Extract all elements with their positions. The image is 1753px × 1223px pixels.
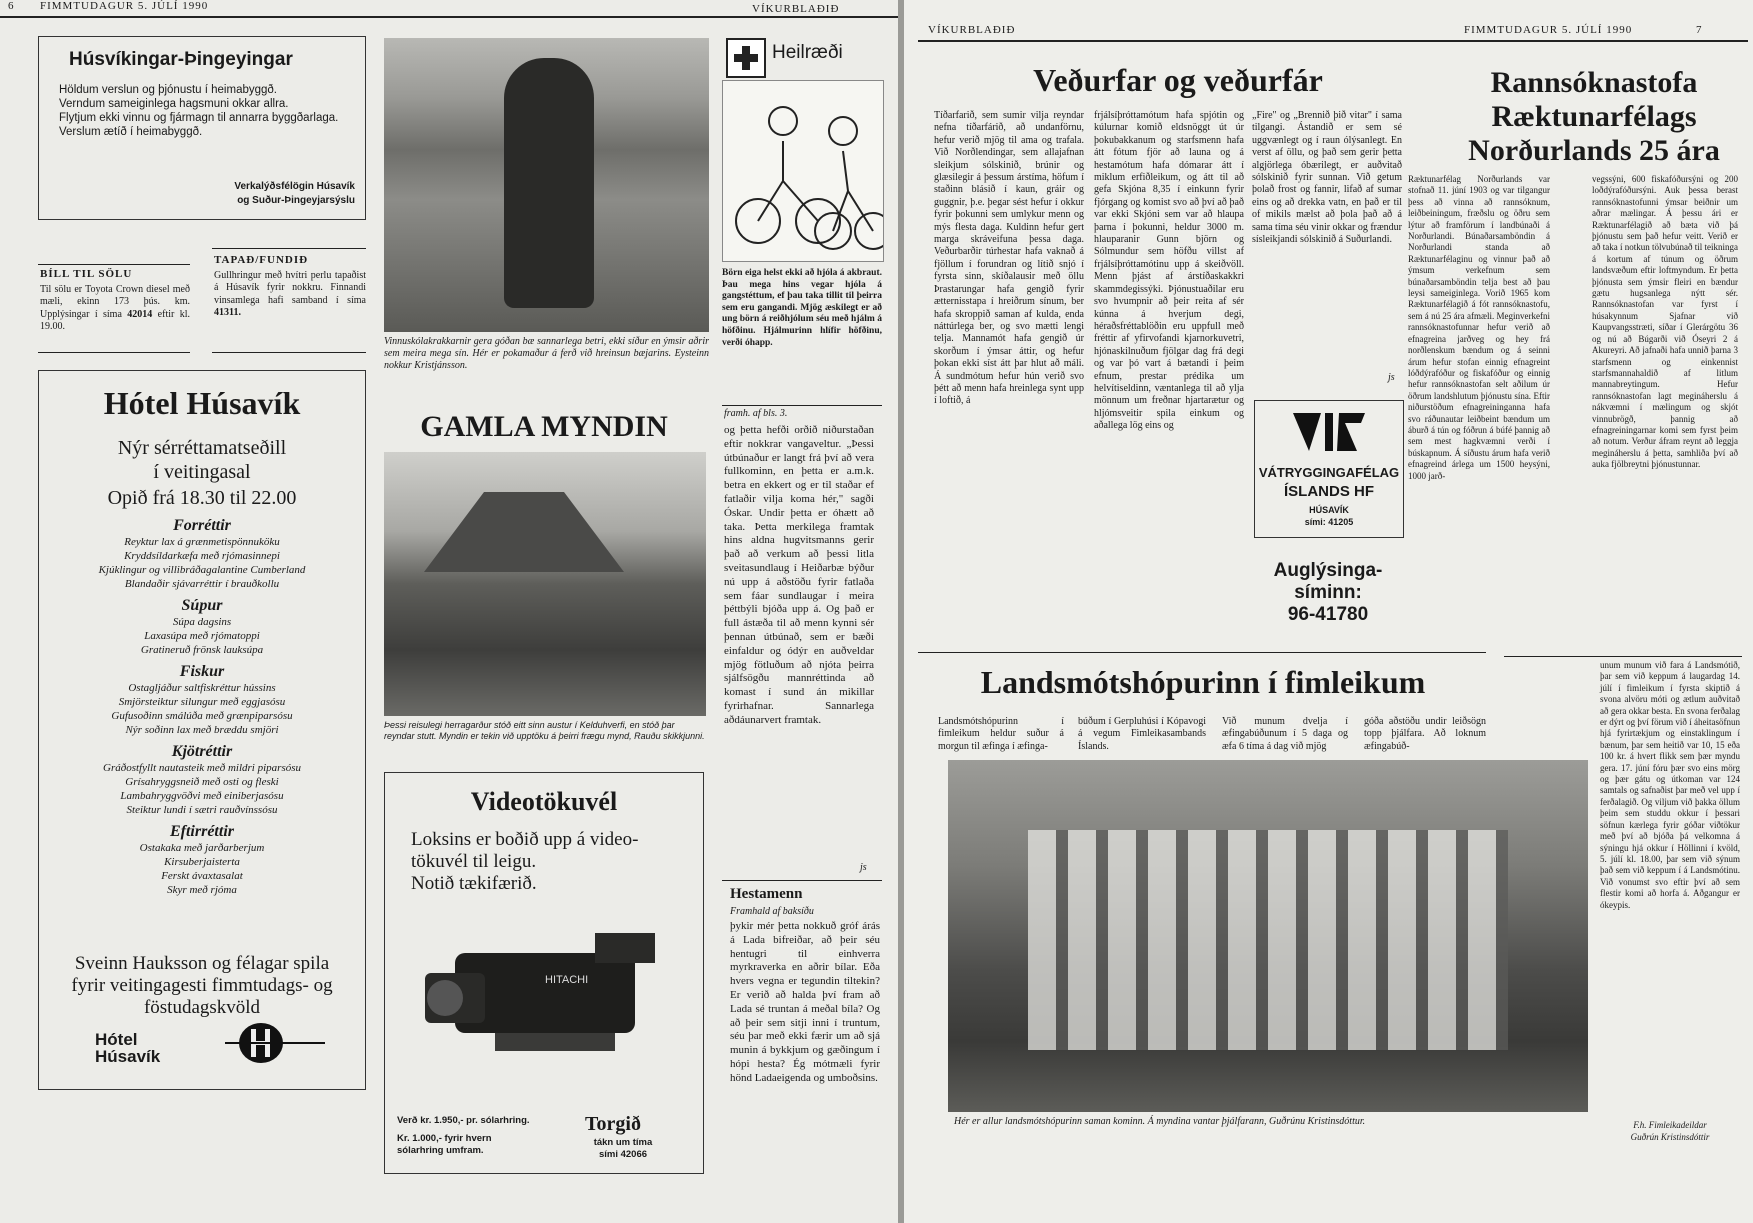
union-ad-title: Húsvíkingar-Þingeyingar [69,49,293,70]
menu-item: Lambahryggvöðvi með einiberjasósu [120,790,284,802]
divider [38,352,190,353]
header-date-left: FIMMTUDAGUR 5. JÚLÍ 1990 [40,0,209,12]
divider [722,405,882,406]
heilraedi-cross-icon [726,38,766,78]
ad-phone-label: Auglýsinga- [1273,560,1383,581]
union-line: Verslum ætíð í heimabyggð. [59,126,203,138]
hotel-logo-text [95,1031,160,1065]
classified-lost-phone: 41311. [214,307,241,319]
menu-item: Gufusoðinn smálúða með grænpiparsósu [111,710,293,722]
menu-item: Nýr soðinn lax með bræddu smjöri [125,724,279,736]
insurance-phone: sími: 41205 [1304,517,1354,527]
hotel-footer: Sveinn Hauksson og félagar spila fyrir veitingagesti fimmtudags- og föstudagskvöld [71,953,333,1018]
menu-item: Smjörsteiktur silungur með eggjasósu [118,696,286,708]
vedur-title: Veðurfar og veðurfár [1033,62,1323,98]
divider [722,880,882,881]
heilraedi-illustration [722,80,884,262]
insurance-ad [1254,400,1404,538]
fimleikar-sign1: F.h. Fimleikadeildar [1633,1120,1707,1130]
classified-car-body [40,284,190,334]
menu-item: Steiktur lundi í sætri rauðvínssósu [126,804,278,816]
hotel-sub1: Nýr sérréttamatseðill [117,437,287,459]
rannsokn-col1: Ræktunarfélag Norðurlands var stofnað 11. júní 1903 og var tilgangur þess að vinna að rannsóknum, leiðbeiningum, fræðslu og öðru sem lýtur að framförum í landbúnaði á Norðurlandi. Búnaðarsamböndin á Norðurlandi standa að Ræktunarfélaginu og vinnur það að ýmsum verkefnum sem búnaðarsamböndin telja best að þau leysi sameiginlega. Vorið 1965 kom Ræktunarfélagið á fót rannsóknastofu, sem á nú 25 ára afmæli. Meginverkefni rannsóknastofunnar hefur verið að efnagreina jarðveg og hey frá norðlenskum bændum og á seinni árum hefur stofan einnig efnagreint lóðdýrafóður og fiskafóður og einnig hefur rannsóknastofan selt aðilum úr öðrum landshlutum þjónustu sína. Eftir niðurstöðum efnagreininganna hafa svo ráðunautar leiðbeint bændum um áburð á tún og fóðrun á búfé þannig að sem mest hagkvæmni verði í búskapnum. Á síðustu árum hafa verið efnagreind árlega um 1500 heysýni, 1000 jarð- [1408,174,1550,481]
ad-phone-label2: síminn: [1294,582,1362,603]
camcorder-icon [415,913,675,1073]
photo-figure [504,58,594,308]
video-line1: Loksins er boðið upp á video- [411,829,639,850]
page-number-left: 6 [8,0,15,12]
hotel-logo-line2: Húsavík [95,1047,161,1066]
fimleikar-col3: Við munum dvelja í æfingabúðunum í 5 daga og æfa 6 tíma á dag við mjög [1222,716,1348,752]
fimleikar-sign2: Guðrún Kristinsdóttir [1630,1132,1710,1142]
heilraedi-text: Börn eiga helst ekki að hjóla á akbraut. Þau mega hins vegar hjóla á gangstéttum, ef þau taka tillit til þeirra sem eru gangandi. Mjög æskilegt er að ung börn á reiðhjólum séu með hjálm á höfðinu. Hjálmurinn hlífir höfðinu, verði óhapp. [722,268,882,348]
rannsokn-col2: vegssýni, 600 fiskafóðursýni og 200 loðdýrafóðursýni. Auk þessa berast rannsóknastofunni ýmsar beiðnir um aðrar mælingar. Á þessu ári er Ræktunarfélagið að bæta við þá þjónustu sem það hefur veitt. Verið er að taka í notkun tölvubúnað til teikninga á kortum af túnum og öðrum landsvæðum eftir loftmyndum. Er þetta þjónusta sem ýmsir fleiri en bændur gætu hugsanlega nýtt sér. Rannsóknastofan var fyrst í húsakynnum Sjafnar við Kaupvangsstræti, síðar í Glerárgötu 36 og nú að Búgarði við Óseyri 2 á Akureyri. Að jafnaði hafa unnið þarna 3 starfsmenn og einkennist starfsmannahaldið af litlum mannabreytingum. Hefur rannsóknastofan lagt megináherslu á nákvæmni í mælingum og skjót vinnubrögð, þannig að efnagreiningarnar komi sem fyrst þeim að notum. Verður áfram reynt að leggja megináherslu á þetta, samhliða því að auka fjölbreytni þjónustunnar. [1592,174,1738,470]
hotel-title: Hótel Húsavík [103,385,301,421]
classified-car-text: Til sölu er Toyota Crown diesel með mæli, ekinn 173 þús. km. Upplýsingar í síma [40,284,190,320]
hotel-ad [38,370,366,1090]
framh-label: framh. af bls. 3. [724,408,788,419]
rannsokn-title2: Ræktunarfélags [1491,100,1697,133]
video-phone: tákn um tíma sími 42066 [593,1137,653,1160]
video-line3: Notið tækifærið. [411,873,537,894]
vedur-col1: Tíðarfarið, sem sumir vilja reyndar nefna tíðarfárið, að undanförnu, hefur verið mjög til ama og trafala. Við Norðlendingar, sem allajafnan sleikjum sólskinið, brúnir og glæsilegir á þessum árstíma, höfum í staðinn blásið í kaun, gráir og guggnir, þ.e. þegar sést hefur í okkur fyrir þokunni sem umlykur menn og mýs flesta daga. Kuldinn hefur gert marga skráveifuna þessa daga. Veðurbarðir túrhestar hafa vaknað á fjöllum í forundran og lítið snjó í fyrsta sinn, skíðalausir með öllu Þrastarungar hafa gengið fyrir ætternisstapa í hreiðrum sínum, ber hafa skroppið saman af kulda, enda náttúrlega ber, og svo mætti lengi telja. Mannamót hafa gengið úr skorðum í ýmsar áttir, og hefur þokan ekki síst átt þar hlut að máli. Á sundmótum hefur hún verið svo þétt að menn hafa hreinlega synt upp í loftið, á [934,110,1084,407]
hotel-menu [39,511,365,897]
menu-item: Kjúklingur og villibráðagalantine Cumberland [98,564,306,576]
fimleikar-title: Landsmótshópurinn í fimleikum [980,664,1426,700]
classified-lost-text: Gullhringur með hvítri perlu tapaðist á Húsavík fyrir nokkru. Finnandi vinsamlega hafi samband í síma [214,270,366,306]
right-page [904,0,1753,1223]
rannsokn-title1: Rannsóknastofa [1490,66,1698,99]
menu-item: Ostakaka með jarðarberjum [139,842,265,854]
rannsokn-title3: Norðurlands 25 ára [1468,134,1720,167]
bicycle-children-icon [723,81,883,261]
divider [38,264,190,265]
union-line: Verndum sameiginlega hagsmuni okkar allra. [59,98,289,110]
hotel-logo-icon [225,1021,325,1065]
ad-phone-block [1254,560,1402,626]
union-sign2: og Suður-Þingeyjarsýslu [237,195,355,206]
union-line: Höldum verslun og þjónustu í heimabyggð. [59,84,277,96]
video-price2: Kr. 1.000,- fyrir hvern sólarhring umfram. [397,1133,492,1156]
menu-section-title: Fiskur [179,663,225,680]
hestamenn-title: Hestamenn [730,886,803,902]
camcorder-brand: HITACHI [545,974,589,986]
divider [212,248,366,249]
menu-item: Ostagljáður saltfiskréttur hússins [128,682,276,694]
photo-gymnasts [948,760,1588,1112]
divider [918,652,1486,653]
menu-item: Blandaðir sjávarréttir í brauðkollu [124,578,280,590]
vis-logo-icon [1291,409,1367,455]
video-line2: tökuvél til leigu. [411,851,537,872]
menu-item: Kryddsíldarkæfa með rjómasinnepi [124,550,280,562]
menu-item: Laxasúpa með rjómatoppi [144,630,260,642]
classified-lost-body [214,270,366,320]
video-ad [384,772,704,1174]
header-date-right: FIMMTUDAGUR 5. JÚLÍ 1990 [1464,24,1633,36]
insurance-city: HÚSAVÍK [1309,505,1349,515]
classified-car-tail: eftir kl. 19.00. [40,308,190,333]
menu-section-title: Súpur [181,597,223,614]
union-sign1: Verkalýðsfélögin Húsavík [234,181,355,192]
hestamenn-sub: Framhald af baksíðu [730,906,814,917]
insurance-name1: VÁTRYGGINGAFÉLAG [1258,465,1400,480]
gamla-title: GAMLA MYNDIN [420,410,668,443]
framh-sign: js [860,862,867,873]
hotel-sub2: í veitingasal [153,461,251,483]
insurance-name2: ÍSLANDS HF [1284,483,1374,500]
fimleikar-col2: búðum í Gerpluhúsi í Kópavogi á vegum Fimleikasambands Íslands. [1078,716,1206,752]
video-title: Videotökuvél [470,787,618,816]
menu-item: Gráðostfyllt nautasteik með mildri piparsósu [103,762,301,774]
header-paper-right: VÍKURBLAÐIÐ [928,24,1016,36]
framh-text: og þetta hefði orðið niðurstaðan eftir nokkrar vangaveltur. „Þessi útbúnaður er langt frá því að vera fullkominn, en þetta er a.m.k. betra en ekkert og er til staðar ef fatlaðir vilja koma hér," sagði Óskar. Undir þetta er óhætt að taka. Þetta merkilega framtak hins aldna hugvitsmanns gerir það að verkum að þessi litla sveitasundlaug í Heiðarbæ býður nú upp á aðstöðu fyrir fatlaða sem fáar sundlaugar í meira þéttbýli bjóða upp á. Og það er full ástæða til að menn kynni sér þennan útbúnað, sem er bæði einfaldur og ódýr en auðveldar mjög fötluðum að njóta þeirra sjálfsögðu mannréttinda að komast í sund án mikillar fyrirhafnar. Sannarlega aðdáunarvert framtak. [724,424,874,726]
photo-worker-caption: Vinnuskólakrakkarnir gera góðan bæ sannarlega betri, ekki síður en ýmsir aðrir sem meira mega sín. Hér er pokamaður á ferð við hreinsun bæjarins. Eysteinn nokkur Kristjánsson. [384,336,709,371]
header-rule [918,40,1748,42]
hestamenn-text: þykir mér þetta nokkuð gróf árás á Lada bifreiðar, að þeir séu hentugri til einhverra myrkraverka en aðrir bílar. Eða hvers vegna er tegundin tiltekin? Er verið að halda því fram að Lada sé truntan á meðal bíla? Og að þeir sem sitji inni í truntum, séu þar með ekki færir um að sjá munin á bykkjum og gæðingum í hópi hesta? Ég mótmæli fyrir hönd Ladaeigenda og umboðsins. [730,920,880,1084]
menu-item: Gratineruð frönsk lauksúpa [140,644,264,656]
ad-phone-number: 96-41780 [1287,604,1369,625]
menu-item: Súpa dagsins [172,616,232,628]
divider [1504,656,1742,657]
header-paper-left: VÍKURBLAÐIÐ [752,3,840,15]
menu-item: Skyr með rjóma [167,884,237,896]
classified-lost-title: TAPAÐ/FUNDIÐ [214,254,309,266]
menu-section-title: Eftirréttir [169,823,234,840]
video-price1: Verð kr. 1.950,- pr. sólarhring. [397,1115,530,1126]
page-number-right: 7 [1696,24,1703,36]
classified-car-title: BÍLL TIL SÖLU [40,268,133,280]
gamla-caption: Þessi reisulegi herragarður stóð eitt sinn austur í Kelduhverfi, en stóð þar reyndar stutt. Myndin er tekin við upptöku á þeirri frægu mynd, Rauðu skikkjunni. [384,720,705,741]
photo-old-farm [384,452,706,716]
heilraedi-title: Heilræði [772,42,843,63]
fimleikar-col5: unum munum við fara á Landsmótið, þar sem við keppum á laugardag 14. júlí í fimleikum í fyrsta skiptið á svona alvöru móti og ætlum auðvitað að gera okkar besta. En svona ferðalag er dýrt og því förum við í áheitasöfnun hjá fyrirtækjum og einstaklingum í bænum, þar sem heitið var 10, 15 eða 100 kr. á hvert flikk sem þær myndu gera. 17. júní fóru þær svo eins mörg og þær gátu og útkoman var 124 samtals og safnaðist þar með vel upp í ferðalagið. Og viljum við þakka öllum þeim sem studdu okkur í þessari söfnun kærlega fyrir góðar viðtökur með því að bjóða þá velkomna á sýningu hjá okkur í Höllinni í kvöld, 5. júlí kl. 18.00, þar sem við sýnum það sem við keppum í á Landsmótinu. Við vonumst svo eftir því að sem flestir komi að horfa á. Aðgangur er ókeypis. [1600,660,1740,910]
fimleikar-caption: Hér er allur landsmótshópurinn saman kominn. Á myndina vantar þjálfarann, Guðrúnu Kristinsdóttur. [954,1116,1366,1127]
gymnasts-group [1028,830,1508,1050]
menu-section-title: Forréttir [173,517,231,534]
vedur-col2: frjálsíþróttamótum hafa spjótin og kúlurnar komið eldsnöggt út úr þokubakkanum og starfsmenn hafa átt fótum fjör að launa og á hestamótum hafa dómarar átt í miklum erfiðleikum, og átt til að gefa Skjóna 8,35 í einkunn fyrir fjórgang og komist svo að því að það var ekki Skjóni sem var að hlaupa þarna í þokunni, heldur 3000 m. hlauparanir Gunn björn og Sólmundur sem höfðu villst af frjálsíþróttamótinu upp á skeiðvöll. Menn þjást af árstíðaskakkri skammdegissýki. Þjónustuaðilar eru svo hvumpnir að þeir reita af sér kúnna á hverjum degi, héraðsfréttablöðin eru uppfull með fréttir af yfirvofandi kjarnorkuvetri, hjónaskilnuðum fjölgar dag frá degi og var þó vart á bætandi í þeim efnum, prestar prédika um helvítiseldinn, væntanlega til að ylja mönnum um freðnar hjartarætur og hljómsveitir spila einkum og aðallega lög eins og [1094,110,1244,432]
union-line: Flytjum ekki vinnu og fjármagn til annarra byggðarlaga. [59,112,339,124]
divider [212,352,366,353]
fimleikar-col1: Landsmótshópurinn í fimleikum heldur suður á morgun til æfinga í æfinga- [938,716,1064,752]
rannsokn-title [1444,66,1744,168]
classified-car-phone: 42014 [127,308,153,320]
vedur-col3: „Fire" og „Brennið þið vitar" í sama tilgangi. Ástandið er sem sé uggvænlegt og í raun ólýsanlegt. En verst af öllu, og það sem gerir þetta algjörlega óbærilegt, er auðvitað sólskinið fyrir sunnan. Við getum þolað frost og fannir, lifað af sumar eins og að drekka vatn, en það er til of mikils mælst að þola það að á sama tíma séu vinir okkar og frændur sísleikjandi sólskinið á Suðurlandi. [1252,110,1402,246]
menu-item: Ferskt ávaxtasalat [161,870,243,882]
vedur-sign: js [1388,372,1395,383]
hotel-logo-line1: Hótel [95,1030,138,1049]
header-rule [0,16,898,18]
menu-item: Kirsuberjaisterta [164,856,240,868]
menu-section-title: Kjötréttir [171,743,233,760]
menu-item: Grísahryggsneið með osti og fleski [125,776,279,788]
video-shop: Torgið [585,1113,641,1135]
menu-item: Reyktur lax á grænmetispönnuköku [124,536,280,548]
union-ad [38,36,366,220]
fimleikar-col4: góða aðstöðu undir leiðsögn topp þjálfara. Að loknum æfingabúð- [1364,716,1486,752]
photo-worker [384,38,709,332]
hotel-hours: Opið frá 18.30 til 22.00 [107,487,297,509]
